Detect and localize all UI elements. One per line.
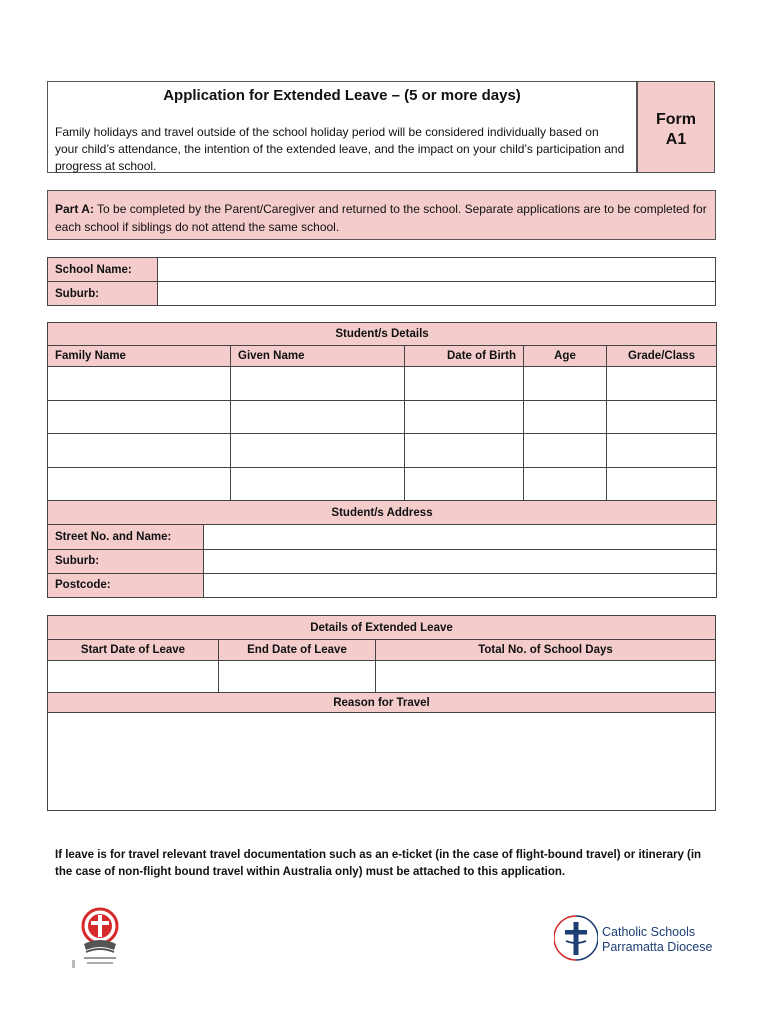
grade-class-field[interactable]: [607, 401, 717, 434]
address-suburb-field[interactable]: [204, 550, 716, 573]
family-name-field[interactable]: [48, 401, 231, 434]
form-title: Application for Extended Leave – (5 or more days): [163, 87, 521, 104]
table-row: [48, 661, 716, 693]
age-field[interactable]: [524, 468, 607, 501]
address-row-suburb: [48, 550, 717, 574]
col-age: Age: [524, 346, 607, 367]
family-name-field[interactable]: [48, 468, 231, 501]
grade-class-field[interactable]: [607, 468, 717, 501]
col-start-date: Start Date of Leave: [48, 640, 219, 661]
age-field[interactable]: [524, 367, 607, 401]
school-name-label: School Name:: [48, 258, 158, 282]
given-name-field[interactable]: [231, 434, 405, 468]
table-row: [48, 401, 717, 434]
grade-class-field[interactable]: [607, 367, 717, 401]
age-field[interactable]: [524, 401, 607, 434]
reason-for-travel-field[interactable]: [48, 713, 716, 811]
school-crest-icon: [70, 900, 132, 972]
form-id-label: [638, 110, 714, 150]
table-row: [48, 367, 717, 401]
form-id-line1: Form: [656, 111, 696, 128]
col-end-date: End Date of Leave: [219, 640, 376, 661]
student-details-title: Student/s Details: [48, 323, 717, 346]
school-suburb-field[interactable]: [158, 282, 716, 306]
end-date-field[interactable]: [219, 661, 376, 693]
cross-emblem-icon: [554, 913, 598, 963]
extended-leave-title: Details of Extended Leave: [48, 616, 716, 640]
address-row-postcode: [48, 574, 717, 598]
total-days-field[interactable]: [376, 661, 716, 693]
form-header: [47, 81, 637, 173]
given-name-field[interactable]: [231, 468, 405, 501]
date-of-birth-field[interactable]: [405, 468, 524, 501]
part-a-text: To be completed by the Parent/Caregiver and returned to the school. Separate applications are to be completed for each school if siblings do not attend the same school.: [55, 202, 707, 234]
documentation-note: If leave is for travel relevant travel documentation such as an e-ticket (in the case of flight-bound travel) or itinerary (in the case of non-flight bound travel within Australia only) must be attached to this application.: [55, 849, 702, 878]
student-address-title: Student/s Address: [48, 501, 717, 525]
form-id-box: [637, 81, 715, 173]
logo-line1: Catholic Schools: [602, 925, 696, 939]
part-a-instructions: [47, 190, 716, 240]
school-suburb-label: Suburb:: [48, 282, 158, 306]
family-name-field[interactable]: [48, 434, 231, 468]
form-id-line2: A1: [665, 131, 687, 148]
age-field[interactable]: [524, 434, 607, 468]
col-family-name: Family Name: [48, 346, 231, 367]
given-name-field[interactable]: [231, 401, 405, 434]
date-of-birth-field[interactable]: [405, 367, 524, 401]
family-name-field[interactable]: [48, 367, 231, 401]
reason-for-travel-title: Reason for Travel: [48, 693, 716, 713]
diocese-logo: [554, 913, 729, 963]
postcode-label: Postcode:: [48, 574, 204, 597]
street-field[interactable]: [204, 525, 716, 549]
address-suburb-label: Suburb:: [48, 550, 204, 573]
grade-class-field[interactable]: [607, 434, 717, 468]
date-of-birth-field[interactable]: [405, 434, 524, 468]
street-label: Street No. and Name:: [48, 525, 204, 549]
part-a-heading: Part A:: [55, 202, 94, 216]
postcode-field[interactable]: [204, 574, 716, 597]
table-row: [48, 434, 717, 468]
school-name-field[interactable]: [158, 258, 716, 282]
given-name-field[interactable]: [231, 367, 405, 401]
col-total-days: Total No. of School Days: [376, 640, 716, 661]
start-date-field[interactable]: [48, 661, 219, 693]
form-description: Family holidays and travel outside of the school holiday period will be considered individually based on your child’s attendance, the intention of the extended leave, and the impact on your child’s participation and progress at school.: [55, 125, 625, 173]
extended-leave-table: [47, 615, 716, 811]
school-info-table: [47, 257, 716, 306]
col-grade-class: Grade/Class: [607, 346, 717, 367]
date-of-birth-field[interactable]: [405, 401, 524, 434]
student-details-table: [47, 322, 717, 598]
col-given-name: Given Name: [231, 346, 405, 367]
logo-line2: Parramatta Diocese: [602, 940, 713, 954]
table-row: [48, 468, 717, 501]
address-row-street: [48, 525, 717, 550]
col-date-of-birth: Date of Birth: [405, 346, 524, 367]
